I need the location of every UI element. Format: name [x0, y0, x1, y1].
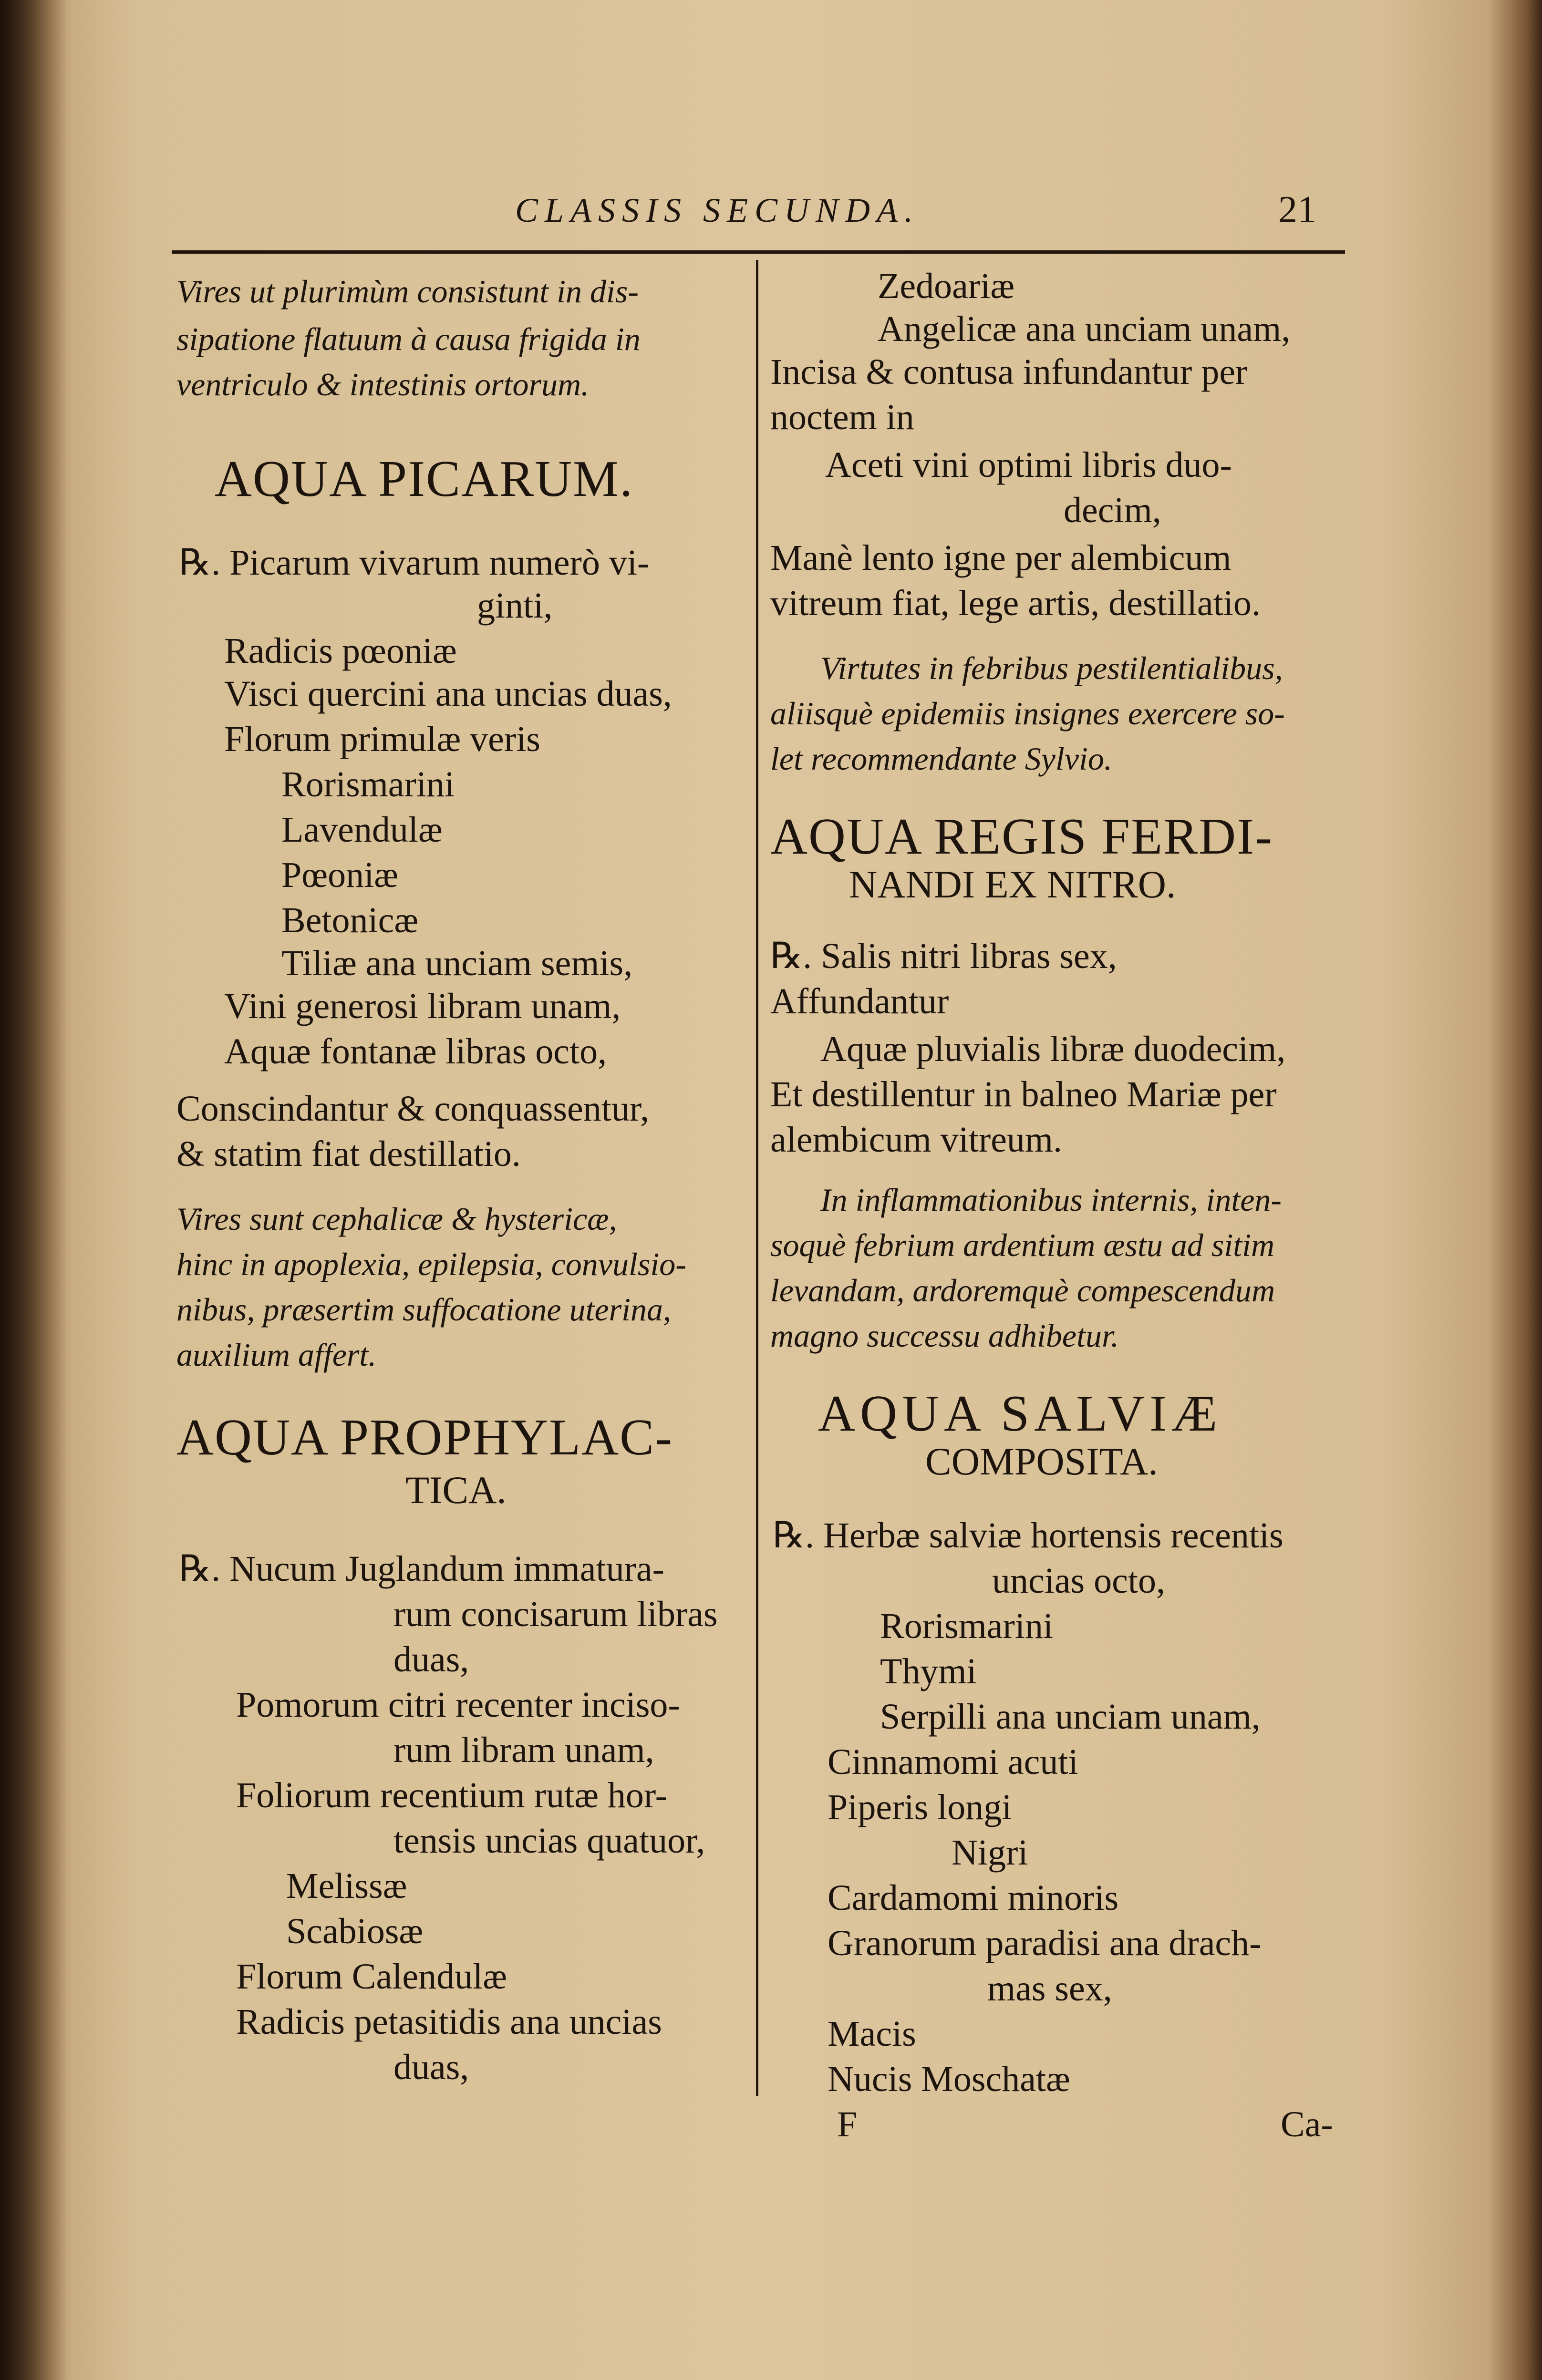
recipe-line: Rorismarini	[281, 764, 455, 804]
recipe-line: Incisa & contusa infundantur per	[770, 352, 1248, 392]
note-line: Virtutes in febribus pestilentialibus,	[820, 650, 1283, 686]
note-line: hinc in apoplexia, epilepsia, convulsio-	[176, 1246, 686, 1282]
recipe-line: Cardamomi minoris	[828, 1878, 1119, 1918]
recipe-line: Manè lento igne per alembicum	[770, 538, 1232, 578]
recipe-line: Lavendulæ	[281, 810, 443, 850]
note-line: let recommendante Sylvio.	[770, 741, 1112, 777]
recipe-line: mas sex,	[987, 1968, 1112, 2009]
recipe-line: rum libram unam,	[393, 1730, 654, 1770]
recipe-line: duas,	[393, 2047, 469, 2087]
recipe-line: Vini generosi libram unam,	[224, 986, 621, 1026]
header-rule	[172, 250, 1345, 254]
note-line: aliisquè epidemiis insignes exercere so-	[770, 695, 1285, 732]
section-title-aqua-prophylactica-cont: TICA.	[405, 1468, 507, 1512]
note-line: Vires sunt cephalicæ & hystericæ,	[176, 1201, 617, 1237]
recipe-line: Serpilli ana unciam unam,	[880, 1697, 1261, 1737]
recipe-line: ℞. Nucum Juglandum immatura-	[179, 1549, 664, 1589]
intro-note-line: Vires ut plurimùm consistunt in dis-	[176, 273, 639, 309]
recipe-line: Aceti vini optimi libris duo-	[825, 445, 1232, 485]
recipe-line: noctem in	[770, 397, 914, 437]
section-title-aqua-salviae-cont: COMPOSITA.	[925, 1440, 1158, 1483]
recipe-line: Conscindantur & conquassentur,	[176, 1089, 650, 1129]
recipe-line: & statim fiat destillatio.	[176, 1134, 521, 1174]
section-title-aqua-salviae: AQUA SALVIÆ	[818, 1385, 1222, 1442]
note-line: levandam, ardoremquè compescendum	[770, 1272, 1275, 1308]
note-line: auxilium affert.	[176, 1337, 377, 1373]
recipe-line: Pomorum citri recenter inciso-	[236, 1685, 680, 1725]
recipe-line: Radicis petasitidis ana uncias	[236, 2002, 662, 2042]
recipe-line: Cinnamomi acuti	[828, 1742, 1078, 1782]
recipe-line: Macis	[828, 2014, 916, 2054]
recipe-line: rum concisarum libras	[393, 1594, 718, 1634]
section-title-aqua-picarum: AQUA PICARUM.	[215, 451, 634, 507]
recipe-line: ℞. Herbæ salviæ hortensis recentis	[773, 1515, 1283, 1556]
note-line: In inflammationibus internis, inten-	[820, 1182, 1282, 1218]
recipe-line: ginti,	[477, 586, 553, 626]
recipe-line: ℞. Picarum vivarum numerò vi-	[179, 543, 650, 583]
recipe-line: alembicum vitreum.	[770, 1120, 1063, 1160]
recipe-line: Melissæ	[286, 1866, 407, 1906]
recipe-line: ℞. Salis nitri libras sex,	[770, 936, 1117, 976]
recipe-line: Visci quercini ana uncias duas,	[224, 674, 672, 714]
note-line: soquè febrium ardentium æstu ad sitim	[770, 1227, 1275, 1263]
recipe-line: Betonicæ	[281, 900, 419, 940]
intro-note-line: sipatione flatuum à causa frigida in	[176, 321, 641, 357]
recipe-line: Zedoariæ	[878, 266, 1015, 306]
recipe-line: Aquæ pluvialis libræ duodecim,	[820, 1029, 1286, 1069]
running-title: CLASSIS SECUNDA.	[515, 191, 920, 229]
section-title-aqua-regis-cont: NANDI EX NITRO.	[849, 863, 1176, 906]
recipe-line: Radicis pœoniæ	[224, 631, 457, 671]
recipe-line: Florum primulæ veris	[224, 719, 540, 759]
recipe-line: Affundantur	[770, 981, 949, 1021]
intro-note-line: ventriculo & intestinis ortorum.	[176, 366, 590, 402]
recipe-line: Aquæ fontanæ libras octo,	[224, 1031, 607, 1072]
recipe-line: Tiliæ ana unciam semis,	[281, 943, 633, 983]
recipe-line: decim,	[1064, 490, 1161, 530]
recipe-line: Nucis Moschatæ	[828, 2059, 1070, 2099]
recipe-line: Scabiosæ	[286, 1911, 424, 1951]
section-title-aqua-regis: AQUA REGIS FERDI-	[770, 808, 1273, 865]
recipe-line: Foliorum recentium rutæ hor-	[236, 1775, 667, 1815]
recipe-line: Piperis longi	[828, 1787, 1012, 1827]
recipe-line: tensis uncias quatuor,	[393, 1821, 705, 1861]
recipe-line: Et destillentur in balneo Mariæ per	[770, 1074, 1277, 1114]
note-line: nibus, præsertim suffocatione uterina,	[176, 1291, 671, 1328]
recipe-line: uncias octo,	[992, 1561, 1166, 1601]
recipe-line: vitreum fiat, lege artis, destillatio.	[770, 583, 1261, 623]
recipe-line: Rorismarini	[880, 1606, 1054, 1646]
note-line: magno successu adhibetur.	[770, 1318, 1119, 1354]
signature-mark: F	[837, 2104, 858, 2144]
recipe-line: Nigri	[952, 1833, 1028, 1873]
recipe-line: Angelicæ ana unciam unam,	[878, 309, 1291, 349]
column-rule	[756, 260, 758, 2096]
section-title-aqua-prophylactica: AQUA PROPHYLAC-	[176, 1409, 673, 1466]
page-number: 21	[1278, 189, 1316, 231]
recipe-line: Granorum paradisi ana drach-	[828, 1923, 1262, 1963]
gutter-shadow	[0, 0, 67, 2380]
recipe-line: Thymi	[880, 1651, 977, 1691]
catchword: Ca-	[1281, 2104, 1333, 2144]
recipe-line: duas,	[393, 1639, 469, 1679]
recipe-line: Pœoniæ	[281, 855, 398, 895]
recipe-line: Florum Calendulæ	[236, 1957, 507, 1997]
